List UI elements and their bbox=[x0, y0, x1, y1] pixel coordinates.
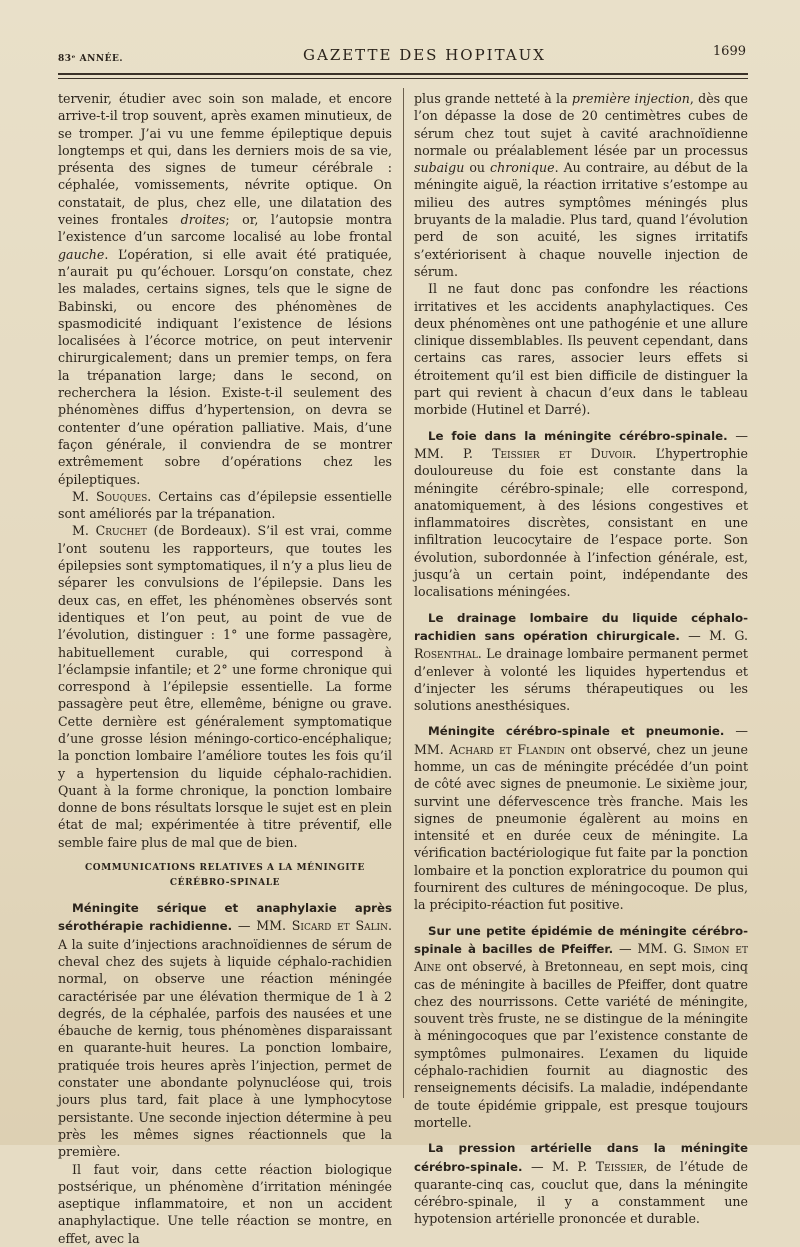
communication-title: La pression artérielle dans la méningite cérébro-spinale. bbox=[414, 1141, 748, 1174]
communication-title: Méningite sérique et anaphylaxie après sérothérapie rachidienne. bbox=[58, 901, 392, 934]
communication: Méningite sérique et anaphylaxie après sérothérapie rachidienne. — MM. Sicard et Salin. A la suite d’injections arachnoïdiennes de sérum de cheval chez des sujets à liquide céphalo-rachidien normal, on observe une réaction méningée caractérisée par une élévation thermique de 1 à 2 degrés, de la céphalée, parfois des nausées et une ébauche de kernig, tous phénomènes disparaissant en quarante-huit heures. La ponction lombaire, pratiquée trois heures après l’injection, permet de constater une abondante polynucléose qui, trois jours plus tard, fait place à une lymphocytose persistante. Une seconde injection détermine à peu près les mêmes signes réactionnels que la première. bbox=[58, 901, 392, 1160]
section-heading: COMMUNICATIONS RELATIVES A LA MÉNINGITE CÉRÉBRO-SPINALE bbox=[85, 863, 365, 889]
author-name: M. P. Teissier, bbox=[552, 1158, 648, 1174]
author-name: M. Souques. bbox=[72, 488, 152, 504]
communication-title: Méningite cérébro-spinale et pneumonie. bbox=[428, 724, 725, 739]
author-name: M. Cruchet bbox=[72, 523, 147, 539]
communication: Sur une petite épidémie de méningite cérébro-spinale à bacilles de Pfeiffer. — MM. G. Simon et Aine ont observé, à Bretonneau, en sept mois, cinq cas de méningite à bacilles de Pfeiffer, dont quatre chez des nourrissons. Cette variété de méningite, souvent très fruste, ne se distingue de la méningite à méningocoques que par l’existence constante de symptômes pulmonaires. L’examen du liquide céphalo-rachidien fournit au diagnostic des renseignements décisifs. La maladie, indépendante de toute épidémie grippale, est presque toujours mortelle. bbox=[414, 923, 748, 1130]
paragraph: tervenir, étudier avec soin son malade, et encore arrive-t-il trop souvent, après examen minutieux, de se tromper. J’ai vu une femme épileptique depuis longtemps et qui, dans les derniers mois de sa vie, présenta des signes de tumeur cérébrale : céphalée, vomissements, névrite optique. On constatait, de plus, chez elle, une dilatation des veines frontales droites; or, l’autopsie montra l’existence d’un sarcome localisé au lobe frontal gauche. L’opération, si elle avait été pratiquée, n’aurait pu qu’échouer. Lorsqu’on constate, chez les malades, certains signes, tels que le signe de Babinski, ou encore des phénomènes de spasmodicité indiquant l’existence de lésions localisées à l’écorce motrice, on peut intervenir chirurgicalement; dans un premier temps, on fera la trépanation large; dans le second, on recherchera la lésion. Existe-t-il seulement des phénomènes diffus d’hypertension, on devra se contenter d’une opération palliative. Mais, d’une façon générale, il conviendra de se montrer extrêmement sobre d’opérations chez les épileptiques. bbox=[58, 91, 393, 487]
page-number: 1699 bbox=[712, 44, 746, 59]
communication-title: Sur une petite épidémie de méningite cérébro-spinale à bacilles de Pfeiffer. bbox=[414, 923, 748, 956]
author-name: MM. Achard et Flandin bbox=[414, 741, 565, 757]
author-name: MM. G. Simon et Aine bbox=[414, 940, 748, 975]
right-column bbox=[414, 90, 748, 1228]
paragraph: M. Souques. Certains cas d’épilepsie essentielle sont améliorés par la trépanation. bbox=[58, 488, 392, 522]
paragraph: M. Cruchet (de Bordeaux). S’il est vrai, comme l’ont soutenu les rapporteurs, que toutes les épilepsies sont symptomatiques, il n’y a plus lieu de séparer les convulsions de l’épilepsie. Dans les deux cas, en effet, les phénomènes observés sont identiques et l’on peut, au point de vue de l’évolution, distinguer : 1° une forme passagère, habituellement curable, qui correspond à l’éclampsie infantile; et 2° une forme chronique qui correspond à l’épilepsie essentielle. La forme passagère peut être, ellemême, bénigne ou grave. Cette dernière est généralement symptomatique d’une grosse lésion méningo-cortico-encéphalique; la ponction lombaire l’améliore toutes les fois qu’il y a hypertension du liquide céphalo-rachidien. Quant à la forme chronique, la ponction lombaire donne de bons résultats lorsque le sujet est en plein état de mal; expérimentée à titre préventif, elle semble faire plus de mal que de bien. bbox=[58, 523, 392, 850]
author-name: M. G. Rosenthal. bbox=[414, 627, 748, 662]
communication-title: Le drainage lombaire du liquide céphalo-rachidien sans opération chirurgicale. bbox=[414, 610, 748, 643]
communication: Méningite cérébro-spinale et pneumonie. — MM. Achard et Flandin ont observé, chez un jeune homme, un cas de méningite précédée d’un point de côté avec signes de pneumonie. Le sixième jour, survint une défervescence très franche. Mais les signes de pneumonie égalèrent au moins en intensité et en durée ceux de méningite. La vérification bactériologique fut faite par la ponction lombaire et la ponction exploratrice du poumon qui fournirent des cultures de méningocoque. De plus, la précipito-réaction fut positive. bbox=[414, 723, 748, 913]
paragraph: Il faut voir, dans cette réaction biologique postsérique, un phénomène d’irritation méningée aseptique inflammatoire, et non un accident anaphylactique. Une telle réaction se montre, en effet, avec la bbox=[58, 1161, 392, 1246]
column-divider bbox=[403, 88, 404, 1098]
journal-title: GAZETTE DES HOPITAUX bbox=[303, 46, 546, 64]
page-header bbox=[58, 40, 748, 70]
communication: Le drainage lombaire du liquide céphalo-rachidien sans opération chirurgicale. — M. G. Rosenthal. Le drainage lombaire permanent permet d’enlever à volonté les liquides hypertendus et d’injecter les sérums thérapeutiques ou les solutions anesthésiques. bbox=[414, 610, 748, 714]
communication: Le foie dans la méningite cérébro-spinale. — MM. P. Teissier et Duvoir. L’hypertrophie douloureuse du foie est constante dans la méningite cérébro-spinale; elle correspond, anatomiquement, à des lésions congestives et inflammatoires discrètes, consistant en une infiltration leucocytaire de l’espace porte. Son évolution, subordonnée à l’infection générale, est, jusqu’à un certain point, indépendante des localisations méningées. bbox=[414, 427, 749, 600]
header-rule-thick bbox=[58, 73, 748, 75]
paragraph: plus grande netteté à la première injection, dès que l’on dépasse la dose de 20 centimètres cubes de sérum chez tout sujet à cavité arachnoïdienne normale ou préalablement lésée par un processus subaigu ou chronique. Au contraire, au début de la méningite aiguë, la réaction irritative s’estompe au milieu des autres symptômes méningés plus bruyants de la maladie. Plus tard, quand l’évolution perd de son acuité, les signes irritatifs s’extériorisent à chaque nouvelle injection de sérum. bbox=[414, 91, 748, 279]
author-name: MM. Sicard et Salin. bbox=[256, 918, 392, 934]
communication: La pression artérielle dans la méningite cérébro-spinale. — M. P. Teissier, de l’étude de quarante-cinq cas, couclut que, dans la méningite cérébro-spinale, il y a constamment une hypotension artérielle prononcée et durable. bbox=[414, 1141, 748, 1227]
author-name: MM. P. Teissier et Duvoir. bbox=[414, 445, 637, 461]
communication-title: Le foie dans la méningite cérébro-spinale. bbox=[428, 428, 728, 443]
paragraph: Il ne faut donc pas confondre les réactions irritatives et les accidents anaphylactiques. Ces deux phénomènes ont une pathogénie et une allure clinique dissemblables. Ils peuvent cependant, dans certains cas rares, associer leurs effets si étroitement qu’il est bien difficile de distinguer la part qui revient à chacun d’eux dans le tableau morbide (Hutinel et Darré). bbox=[414, 281, 748, 418]
left-column bbox=[58, 90, 392, 1247]
issue-year: 83ᵉ ANNÉE. bbox=[58, 54, 123, 64]
header-rule-thin bbox=[58, 78, 748, 79]
